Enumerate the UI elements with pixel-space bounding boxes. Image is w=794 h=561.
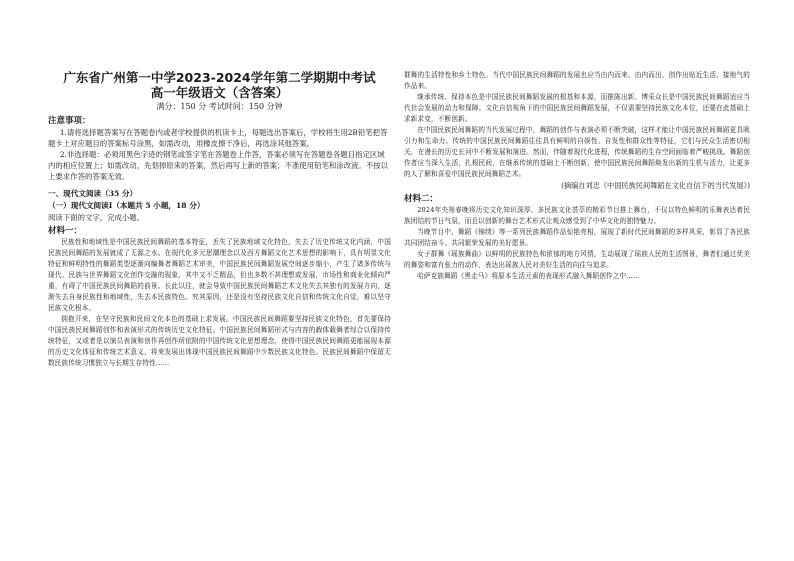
right-column (404, 70, 750, 282)
body-paragraph: 群舞的生活特性和乡土特色。当代中国民族民间舞蹈的发展也应当由内而来、由内而出，创作出贴近生活、接地气的作品来。 (404, 71, 750, 90)
material2-label: 材料二： (404, 194, 439, 204)
source-citation: (摘编自刘忠《中国民族民间舞蹈在文化自信下的当代发展》) (561, 181, 750, 190)
section-heading: 一、现代文阅读（35 分） (48, 189, 138, 198)
notes-label: 注意事项： (48, 116, 91, 126)
body-paragraph: 继承传统、保持本色是中国民族民间舞蹈发展的根基和本源，而推陈出新、博采众长是中国民族民间舞蹈适应当代社会发展的动力和保障。文化自信视角下的中国民族民间舞蹈发展，不仅需要坚持民族文化本位，还要在此基础上求新求变，不断创新。 (404, 93, 750, 123)
left-column (48, 70, 391, 369)
material2-paragraph: 哈萨克族舞蹈《黑走马》将原本生活元素的表现形式融入舞蹈创作之中…… (417, 272, 640, 280)
material1-paragraph: 拥抱开来，在坚守民族和民间文化本色的基础上求发展。中国民族民间舞蹈要坚持民族文化特色，首先要保持中国民族民间舞蹈创作和表演形式的传统历史文化特征。中国民族民间舞蹈形式与内容的载体载舞者综合以保持传统特征，又或者是以演员表演和创作再创作所依附的中国传统文化思想理念，使得中国民族民间舞蹈更能展现本源的历史文化体征和传统艺术意义，将来发展出体现中国民族民间舞蹈中少数民族文化特色。民族民间舞蹈中保留无数民族传统习惯独立与长期生存特性…… (48, 315, 391, 367)
material1-label: 材料一： (48, 226, 83, 236)
material2-paragraph: 当晚节目中，舞蹈《锦绣》等一系列民族舞蹈作品惊艳亮相，展现了新时代民间舞蹈的多样风采，彰显了各民族共同团结奋斗、共同繁荣发展的美好愿景。 (404, 228, 750, 247)
section-subheading: （一）现代文阅读Ⅰ（本题共 5 小题，18 分） (48, 201, 205, 210)
body-paragraph: 在中国民族民间舞蹈的当代发展过程中，舞蹈的创作与表演必须不断突破，这样才能让中国民族民间舞蹈更具吸引力和生命力。传统的中国民族民间舞蹈往往具有鲜明的自娱性、自发性和群众性等特征，它们与民众生活密切相关，在漫长的历史长河中不断发展和演进。然而，伴随着现代化进程，传统舞蹈的生存空间面临着严峻挑战。舞蹈创作者应当深入生活，扎根民间，在继承传统的基础上不断创新，使中国民族民间舞蹈焕发出新的生机与活力，让更多的人了解和喜爱中国民族民间舞蹈艺术。 (404, 126, 750, 178)
material1-paragraph: 民族性和地域性是中国民族民间舞蹈的基本特征，丢失了民族地域文化特色，失去了历史传统文化内涵，中国民族民间舞蹈的发展就成了无源之水。在现代化多元思潮理念以及西方舞蹈文化艺术思想的影响下，具有明显文化特征和鲜明特性的舞蹈类型逐渐向编舞者舞蹈艺术审美，中国民族民间舞蹈发展空间逐步缩小，产生了诸多传统与现代、民族与世界舞蹈文化创作交融的现象，其中又不乏精品，但也多数不甚理想或发展，市场性和商业化倾向严重，有碍了中国民族民间舞蹈的前景。长此以往，就会导致中国民族民间舞蹈艺术文化失去其独有的发展方向，逐渐失去自身民族性和地域性，失去本民族特色。究其原因，还是没有坚持民族文化自信和传统文化自觉，难以坚守民族文化根本。 (48, 238, 391, 312)
exam-title-line2: 高一年级语文（含答案） (150, 85, 289, 100)
note-item: 2.非选择题：必须用黑色字迹的钢笔或签字笔在答题卷上作答，答案必须写在答题卷各题目指定区域内的相应位置上；如需改动，先划掉原来的答案，然后再写上新的答案；不准使用铅笔和涂改液。不按以上要求作答的答案无效。 (48, 150, 388, 181)
exam-title-line1: 广东省广州第一中学2023-2024学年第二学期期中考试 (63, 70, 376, 85)
material2-paragraph: 女子群舞《瑶族舞曲》以鲜明的民族特色和浓郁的地方风情，生动展现了瑶族人民的生活图景，舞者们通过优美的舞姿和富有张力的动作，表达出瑶族人民对美好生活的向往与追求。 (404, 250, 750, 269)
exam-meta: 满分：150 分 考试时间：150 分钟 (156, 102, 283, 111)
reading-instruction: 阅读下面的文字，完成小题。 (48, 213, 145, 222)
material2-paragraph: 2024年央视春晚将历史文化知识深厚、多民族文化荟萃的精彩节目推上舞台，不仅以特色鲜明的乐舞表达着民族团结的节日气氛，而且以创新的舞台艺术形式让观众感受到了中华文化的独特魅力。 (404, 206, 750, 225)
note-item: 1.请将选择题答案写在答题卷内或者学校提供的机读卡上，每题选出答案后，学校将生用2B铅笔把答题卡上对应题目的答案标号涂黑，如需改动，用橡皮擦干净后，再选涂其他答案。 (48, 128, 388, 148)
